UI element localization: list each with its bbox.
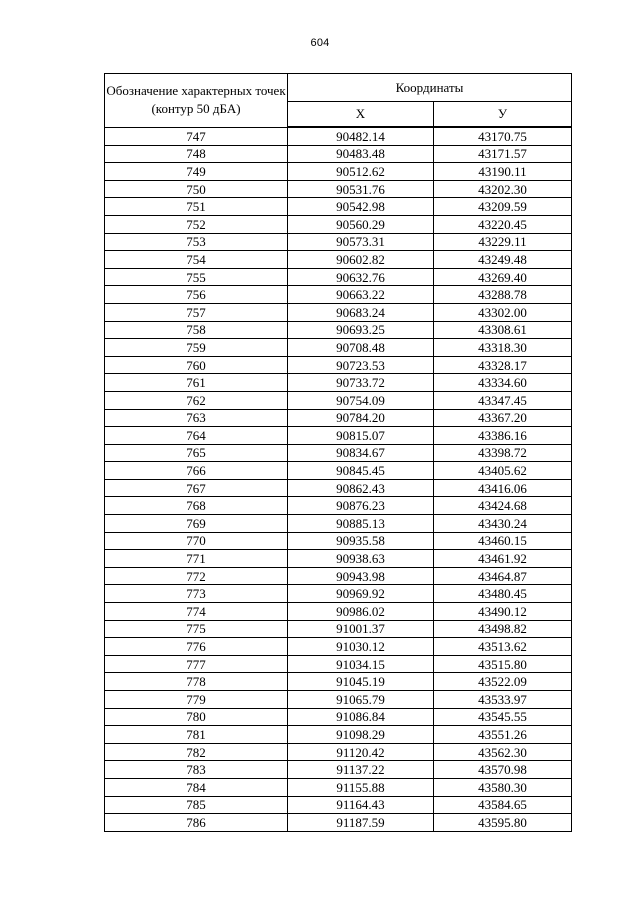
y-coordinate-cell: 43545.55 — [434, 708, 572, 726]
x-coordinate-cell: 90708.48 — [288, 339, 434, 357]
table-row — [105, 427, 572, 445]
y-coordinate-cell: 43595.80 — [434, 814, 572, 832]
y-coordinate-cell: 43405.62 — [434, 462, 572, 480]
table-row — [105, 743, 572, 761]
point-id-cell: 767 — [105, 479, 288, 497]
x-coordinate-cell: 90876.23 — [288, 497, 434, 515]
point-id-cell: 758 — [105, 321, 288, 339]
y-coordinate-cell: 43513.62 — [434, 638, 572, 656]
x-coordinate-cell: 90483.48 — [288, 145, 434, 163]
table-row — [105, 215, 572, 233]
table-row — [105, 444, 572, 462]
point-id-cell: 761 — [105, 374, 288, 392]
x-coordinate-cell: 90512.62 — [288, 163, 434, 181]
point-id-cell: 765 — [105, 444, 288, 462]
y-coordinate-cell: 43580.30 — [434, 778, 572, 796]
point-id-cell: 779 — [105, 691, 288, 709]
point-id-cell: 785 — [105, 796, 288, 814]
y-coordinate-cell: 43386.16 — [434, 427, 572, 445]
y-coordinate-cell: 43308.61 — [434, 321, 572, 339]
x-coordinate-cell: 90862.43 — [288, 479, 434, 497]
point-id-cell: 755 — [105, 268, 288, 286]
table-row — [105, 655, 572, 673]
table-row — [105, 673, 572, 691]
point-id-cell: 763 — [105, 409, 288, 427]
y-coordinate-cell: 43334.60 — [434, 374, 572, 392]
point-id-cell: 759 — [105, 339, 288, 357]
point-id-cell: 771 — [105, 550, 288, 568]
table-row — [105, 550, 572, 568]
y-coordinate-cell: 43490.12 — [434, 603, 572, 621]
table-row — [105, 567, 572, 585]
x-coordinate-cell: 90754.09 — [288, 391, 434, 409]
x-coordinate-cell: 90986.02 — [288, 603, 434, 621]
y-coordinate-cell: 43171.57 — [434, 145, 572, 163]
point-id-cell: 776 — [105, 638, 288, 656]
point-id-cell: 756 — [105, 286, 288, 304]
y-coordinate-cell: 43318.30 — [434, 339, 572, 357]
y-coordinate-cell: 43328.17 — [434, 356, 572, 374]
table-row — [105, 532, 572, 550]
y-coordinate-cell: 43533.97 — [434, 691, 572, 709]
x-column-header: X — [288, 102, 434, 128]
x-coordinate-cell: 90815.07 — [288, 427, 434, 445]
table-body — [105, 127, 572, 831]
x-coordinate-cell: 91045.19 — [288, 673, 434, 691]
point-id-cell: 757 — [105, 303, 288, 321]
x-coordinate-cell: 90482.14 — [288, 127, 434, 145]
x-coordinate-cell: 90733.72 — [288, 374, 434, 392]
point-label-header: Обозначение характерных точек (контур 50 дБА) — [105, 74, 288, 128]
y-coordinate-cell: 43347.45 — [434, 391, 572, 409]
x-coordinate-cell: 90663.22 — [288, 286, 434, 304]
x-coordinate-cell: 90885.13 — [288, 515, 434, 533]
x-coordinate-cell: 90834.67 — [288, 444, 434, 462]
point-id-cell: 770 — [105, 532, 288, 550]
page-number: 604 — [310, 37, 330, 49]
y-coordinate-cell: 43170.75 — [434, 127, 572, 145]
point-id-cell: 764 — [105, 427, 288, 445]
table-row — [105, 286, 572, 304]
y-coordinate-cell: 43302.00 — [434, 303, 572, 321]
y-coordinate-cell: 43498.82 — [434, 620, 572, 638]
x-coordinate-cell: 90943.98 — [288, 567, 434, 585]
table-row — [105, 127, 572, 145]
table-row — [105, 620, 572, 638]
table-row — [105, 814, 572, 832]
table-row — [105, 497, 572, 515]
y-coordinate-cell: 43416.06 — [434, 479, 572, 497]
x-coordinate-cell: 90542.98 — [288, 198, 434, 216]
x-coordinate-cell: 91164.43 — [288, 796, 434, 814]
point-id-cell: 769 — [105, 515, 288, 533]
table-row — [105, 198, 572, 216]
y-coordinate-cell: 43551.26 — [434, 726, 572, 744]
y-column-header: У — [434, 102, 572, 128]
x-coordinate-cell: 91137.22 — [288, 761, 434, 779]
y-coordinate-cell: 43202.30 — [434, 180, 572, 198]
y-coordinate-cell: 43562.30 — [434, 743, 572, 761]
x-coordinate-cell: 90938.63 — [288, 550, 434, 568]
point-id-cell: 750 — [105, 180, 288, 198]
table-row — [105, 145, 572, 163]
x-coordinate-cell: 90935.58 — [288, 532, 434, 550]
point-id-cell: 754 — [105, 251, 288, 269]
table-row — [105, 603, 572, 621]
point-id-cell: 778 — [105, 673, 288, 691]
point-id-cell: 786 — [105, 814, 288, 832]
x-coordinate-cell: 90602.82 — [288, 251, 434, 269]
table-row — [105, 180, 572, 198]
x-coordinate-cell: 91155.88 — [288, 778, 434, 796]
table-row — [105, 585, 572, 603]
point-id-cell: 773 — [105, 585, 288, 603]
table-row — [105, 391, 572, 409]
y-coordinate-cell: 43288.78 — [434, 286, 572, 304]
table-row — [105, 303, 572, 321]
y-coordinate-cell: 43398.72 — [434, 444, 572, 462]
point-id-cell: 752 — [105, 215, 288, 233]
y-coordinate-cell: 43220.45 — [434, 215, 572, 233]
y-coordinate-cell: 43269.40 — [434, 268, 572, 286]
x-coordinate-cell: 91098.29 — [288, 726, 434, 744]
x-coordinate-cell: 91001.37 — [288, 620, 434, 638]
table-row — [105, 268, 572, 286]
x-coordinate-cell: 90969.92 — [288, 585, 434, 603]
point-id-cell: 784 — [105, 778, 288, 796]
table-row — [105, 409, 572, 427]
table-row — [105, 321, 572, 339]
table-row — [105, 708, 572, 726]
point-id-cell: 749 — [105, 163, 288, 181]
y-coordinate-cell: 43229.11 — [434, 233, 572, 251]
y-coordinate-cell: 43249.48 — [434, 251, 572, 269]
point-id-cell: 780 — [105, 708, 288, 726]
point-id-cell: 747 — [105, 127, 288, 145]
table-row — [105, 339, 572, 357]
x-coordinate-cell: 90573.31 — [288, 233, 434, 251]
x-coordinate-cell: 90784.20 — [288, 409, 434, 427]
table-row — [105, 374, 572, 392]
coordinates-table — [104, 73, 572, 832]
table-row — [105, 251, 572, 269]
table-row — [105, 479, 572, 497]
point-id-cell: 772 — [105, 567, 288, 585]
table-row — [105, 515, 572, 533]
y-coordinate-cell: 43461.92 — [434, 550, 572, 568]
y-coordinate-cell: 43480.45 — [434, 585, 572, 603]
x-coordinate-cell: 91065.79 — [288, 691, 434, 709]
point-id-cell: 782 — [105, 743, 288, 761]
x-coordinate-cell: 90560.29 — [288, 215, 434, 233]
point-id-cell: 781 — [105, 726, 288, 744]
y-coordinate-cell: 43570.98 — [434, 761, 572, 779]
y-coordinate-cell: 43430.24 — [434, 515, 572, 533]
y-coordinate-cell: 43522.09 — [434, 673, 572, 691]
point-id-cell: 775 — [105, 620, 288, 638]
point-id-cell: 760 — [105, 356, 288, 374]
y-coordinate-cell: 43464.87 — [434, 567, 572, 585]
y-coordinate-cell: 43209.59 — [434, 198, 572, 216]
point-id-cell: 766 — [105, 462, 288, 480]
table-row — [105, 163, 572, 181]
x-coordinate-cell: 91034.15 — [288, 655, 434, 673]
y-coordinate-cell: 43515.80 — [434, 655, 572, 673]
table-row — [105, 233, 572, 251]
table-row — [105, 462, 572, 480]
x-coordinate-cell: 90632.76 — [288, 268, 434, 286]
y-coordinate-cell: 43190.11 — [434, 163, 572, 181]
table-row — [105, 796, 572, 814]
x-coordinate-cell: 91086.84 — [288, 708, 434, 726]
x-coordinate-cell: 91187.59 — [288, 814, 434, 832]
table-row — [105, 356, 572, 374]
y-coordinate-cell: 43584.65 — [434, 796, 572, 814]
table-row — [105, 726, 572, 744]
point-id-cell: 774 — [105, 603, 288, 621]
point-id-cell: 753 — [105, 233, 288, 251]
table-row — [105, 691, 572, 709]
x-coordinate-cell: 91030.12 — [288, 638, 434, 656]
point-id-cell: 762 — [105, 391, 288, 409]
point-id-cell: 783 — [105, 761, 288, 779]
table-row — [105, 761, 572, 779]
x-coordinate-cell: 90723.53 — [288, 356, 434, 374]
point-id-cell: 751 — [105, 198, 288, 216]
table-header-row — [105, 74, 572, 102]
table-row — [105, 638, 572, 656]
y-coordinate-cell: 43424.68 — [434, 497, 572, 515]
x-coordinate-cell: 91120.42 — [288, 743, 434, 761]
point-id-cell: 768 — [105, 497, 288, 515]
y-coordinate-cell: 43460.15 — [434, 532, 572, 550]
point-id-cell: 777 — [105, 655, 288, 673]
x-coordinate-cell: 90683.24 — [288, 303, 434, 321]
point-id-cell: 748 — [105, 145, 288, 163]
x-coordinate-cell: 90845.45 — [288, 462, 434, 480]
table-row — [105, 778, 572, 796]
coordinates-group-header: Координаты — [288, 74, 572, 102]
y-coordinate-cell: 43367.20 — [434, 409, 572, 427]
x-coordinate-cell: 90693.25 — [288, 321, 434, 339]
x-coordinate-cell: 90531.76 — [288, 180, 434, 198]
